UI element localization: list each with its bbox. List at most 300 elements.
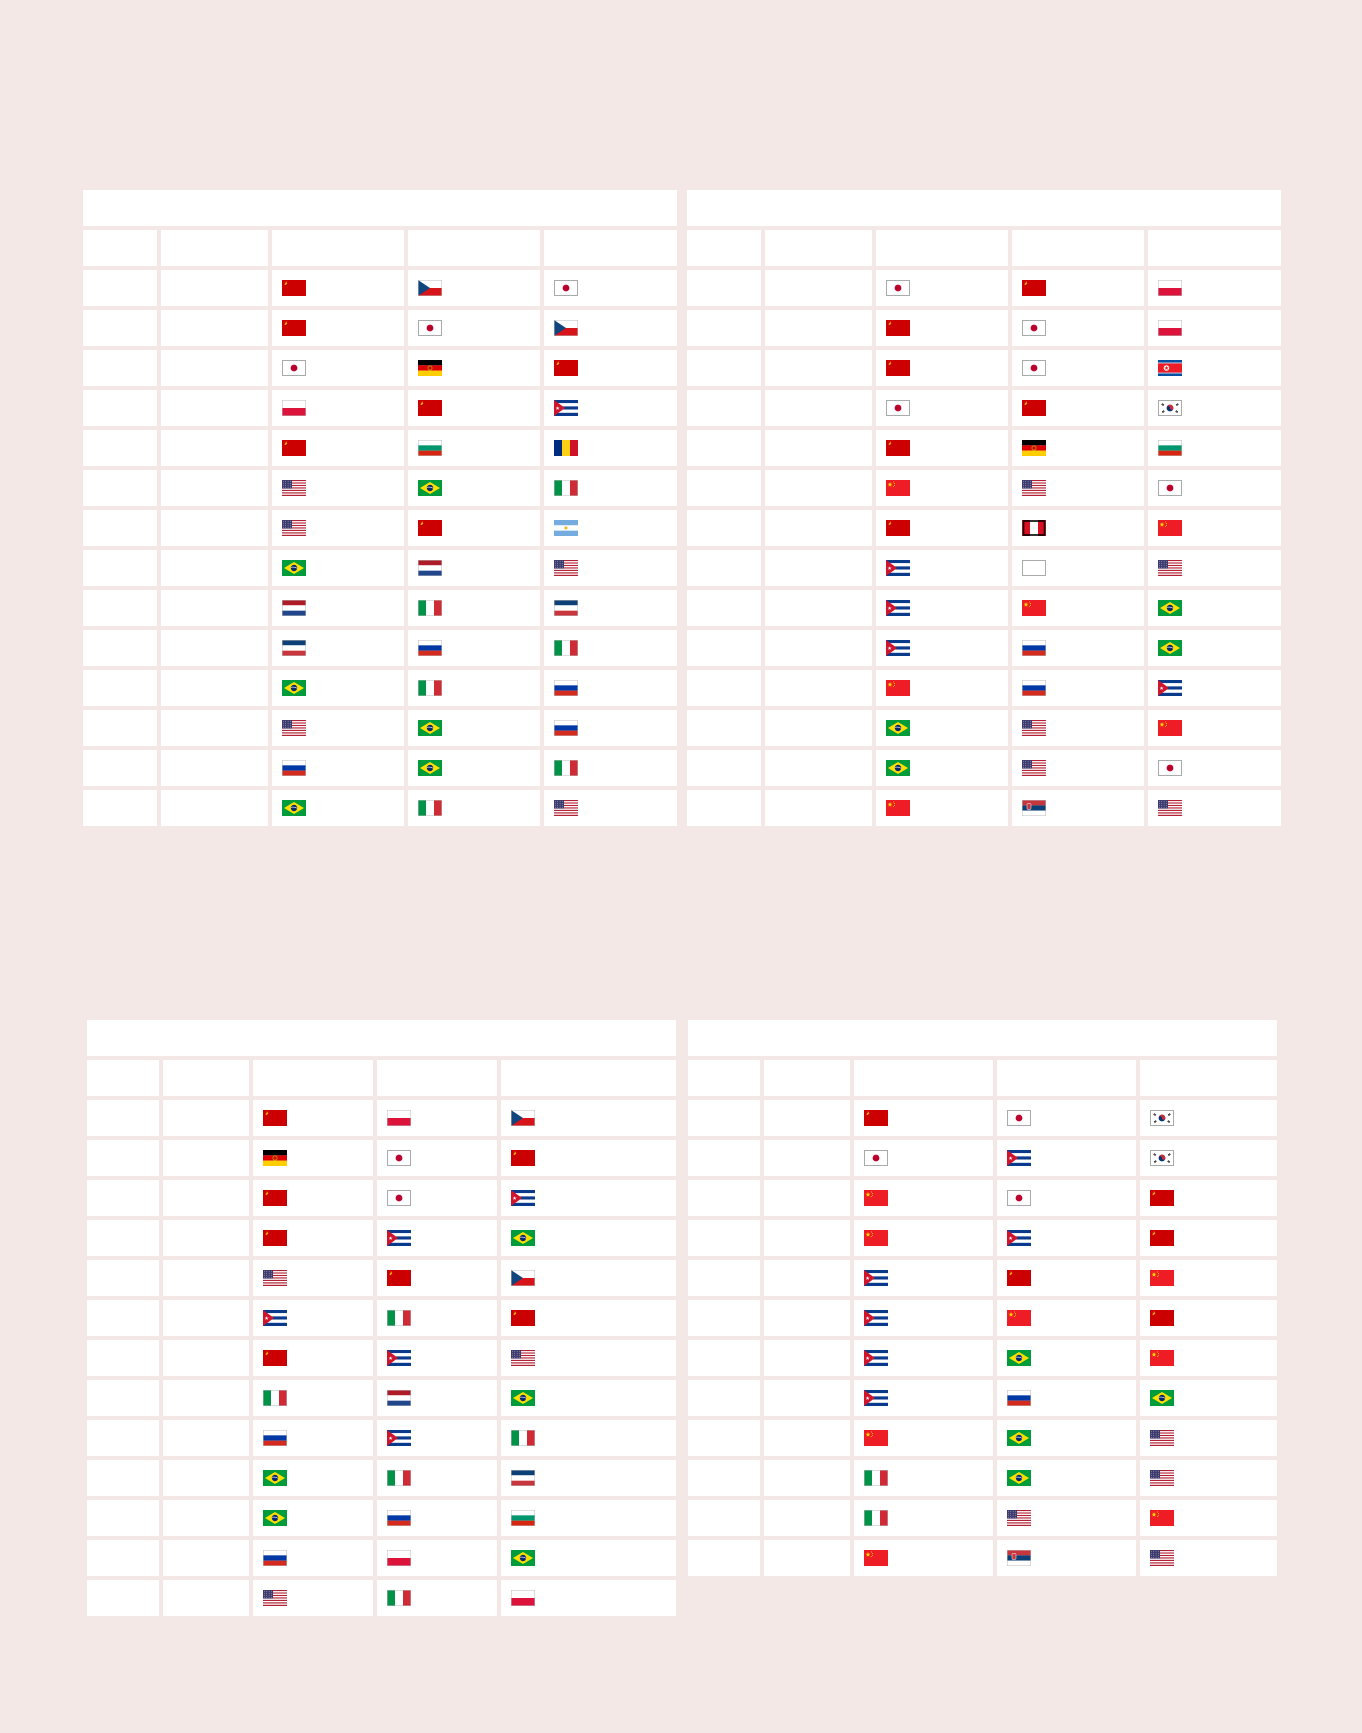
table-cell (83, 310, 157, 346)
brazil-flag-icon (886, 760, 910, 776)
blank-flag-icon (1022, 560, 1046, 576)
gold-cell (253, 1260, 373, 1296)
silver-cell (408, 470, 540, 506)
soviet-union-flag-icon (263, 1190, 287, 1206)
silver-cell (1012, 270, 1144, 306)
bronze-cell (1148, 710, 1281, 746)
table-row (688, 1500, 1277, 1536)
table-cell (87, 1340, 159, 1376)
bronze-cell (544, 270, 677, 306)
bulgaria-flag-icon (418, 440, 442, 456)
silver-cell (408, 430, 540, 466)
silver-cell (997, 1220, 1136, 1256)
header-cell (1012, 230, 1144, 266)
header-cell (688, 1060, 760, 1096)
table-row (687, 310, 1281, 346)
italy-flag-icon (554, 480, 578, 496)
table-cell (163, 1500, 249, 1536)
table-row (83, 790, 677, 826)
table-body (687, 190, 1281, 826)
poland-flag-icon (387, 1110, 411, 1126)
table-title-row (87, 1020, 676, 1056)
gold-cell (253, 1220, 373, 1256)
soviet-union-flag-icon (263, 1110, 287, 1126)
table-cell (764, 1340, 850, 1376)
usa-flag-icon (263, 1270, 287, 1286)
table-cell (688, 1380, 760, 1416)
gold-cell (876, 550, 1008, 586)
cuba-flag-icon (864, 1270, 888, 1286)
table-cell (688, 1140, 760, 1176)
russia-flag-icon (554, 680, 578, 696)
header-cell (764, 1060, 850, 1096)
bronze-cell (544, 470, 677, 506)
silver-cell (997, 1300, 1136, 1336)
east-germany-flag-icon (1022, 440, 1046, 456)
russia-flag-icon (1022, 680, 1046, 696)
table-row (687, 670, 1281, 706)
poland-flag-icon (387, 1550, 411, 1566)
bronze-cell (544, 670, 677, 706)
table-header-row (83, 230, 677, 266)
gold-cell (272, 710, 404, 746)
table-cell (161, 470, 268, 506)
table-row (687, 710, 1281, 746)
table-cell (687, 750, 761, 786)
table-cell (83, 630, 157, 666)
japan-flag-icon (1022, 320, 1046, 336)
usa-flag-icon (1150, 1430, 1174, 1446)
table-row (87, 1420, 676, 1456)
gold-cell (253, 1500, 373, 1536)
silver-cell (408, 510, 540, 546)
table-cell (161, 550, 268, 586)
gold-cell (854, 1260, 993, 1296)
brazil-flag-icon (1150, 1390, 1174, 1406)
table-cell (83, 470, 157, 506)
china-flag-icon (1158, 720, 1182, 736)
table-cell (87, 1540, 159, 1576)
table-cell (163, 1100, 249, 1136)
gold-cell (272, 350, 404, 386)
japan-flag-icon (1158, 760, 1182, 776)
table-cell (687, 350, 761, 386)
cuba-flag-icon (886, 640, 910, 656)
header-cell (876, 230, 1008, 266)
table-body (87, 1020, 676, 1616)
china-flag-icon (1007, 1310, 1031, 1326)
header-cell (687, 230, 761, 266)
table-cell (687, 550, 761, 586)
silver-cell (408, 350, 540, 386)
table-cell (764, 1540, 850, 1576)
bronze-cell (1148, 310, 1281, 346)
table-cell (687, 390, 761, 426)
gold-cell (272, 430, 404, 466)
table-cell (765, 670, 872, 706)
table-cell (687, 790, 761, 826)
table-cell (87, 1100, 159, 1136)
table-row (687, 590, 1281, 626)
table-cell (687, 670, 761, 706)
table-cell (764, 1140, 850, 1176)
table-cell (161, 390, 268, 426)
cuba-flag-icon (387, 1350, 411, 1366)
italy-flag-icon (263, 1390, 287, 1406)
silver-cell (1012, 750, 1144, 786)
table-row (687, 470, 1281, 506)
silver-cell (377, 1420, 497, 1456)
silver-cell (377, 1340, 497, 1376)
bronze-cell (1148, 390, 1281, 426)
table-title (687, 190, 1281, 226)
japan-flag-icon (1007, 1190, 1031, 1206)
table-row (688, 1260, 1277, 1296)
japan-flag-icon (1158, 480, 1182, 496)
silver-cell (997, 1260, 1136, 1296)
table-cell (765, 310, 872, 346)
bronze-cell (1140, 1340, 1277, 1376)
silver-cell (408, 590, 540, 626)
japan-flag-icon (886, 400, 910, 416)
poland-flag-icon (1158, 280, 1182, 296)
bronze-cell (1148, 750, 1281, 786)
table-cell (161, 430, 268, 466)
silver-cell (377, 1180, 497, 1216)
bronze-cell (544, 350, 677, 386)
bronze-cell (501, 1420, 676, 1456)
gold-cell (876, 750, 1008, 786)
gold-cell (854, 1380, 993, 1416)
table-row (87, 1220, 676, 1256)
cuba-flag-icon (886, 600, 910, 616)
poland-flag-icon (282, 400, 306, 416)
header-cell (501, 1060, 676, 1096)
usa-flag-icon (282, 720, 306, 736)
bronze-cell (1148, 670, 1281, 706)
netherlands-flag-icon (418, 560, 442, 576)
gold-cell (854, 1420, 993, 1456)
silver-cell (997, 1420, 1136, 1456)
table-row (87, 1580, 676, 1616)
table-cell (161, 710, 268, 746)
serbia-flag-icon (1022, 800, 1046, 816)
table-cell (764, 1100, 850, 1136)
table-row (87, 1460, 676, 1496)
table-cell (87, 1220, 159, 1256)
table-title-row (83, 190, 677, 226)
usa-flag-icon (1158, 800, 1182, 816)
bronze-cell (1148, 430, 1281, 466)
soviet-union-flag-icon (418, 400, 442, 416)
silver-cell (1012, 630, 1144, 666)
table-row (687, 510, 1281, 546)
china-flag-icon (1158, 520, 1182, 536)
brazil-flag-icon (418, 480, 442, 496)
table-cell (87, 1580, 159, 1616)
table-cell (765, 510, 872, 546)
table-cell (163, 1220, 249, 1256)
gold-cell (854, 1300, 993, 1336)
table-title (688, 1020, 1277, 1056)
table-cell (83, 510, 157, 546)
bronze-cell (1148, 550, 1281, 586)
soviet-union-flag-icon (1150, 1230, 1174, 1246)
gold-cell (876, 310, 1008, 346)
czechoslovakia-flag-icon (511, 1270, 535, 1286)
gold-cell (854, 1460, 993, 1496)
bronze-cell (544, 630, 677, 666)
table-title (83, 190, 677, 226)
cuba-flag-icon (886, 560, 910, 576)
serbia-flag-icon (1007, 1550, 1031, 1566)
bronze-cell (501, 1220, 676, 1256)
soviet-union-flag-icon (282, 280, 306, 296)
table-cell (688, 1260, 760, 1296)
table-row (83, 270, 677, 306)
header-cell (765, 230, 872, 266)
table-cell (687, 590, 761, 626)
bulgaria-flag-icon (1158, 440, 1182, 456)
netherlands-flag-icon (387, 1390, 411, 1406)
table-row (87, 1300, 676, 1336)
silver-cell (377, 1500, 497, 1536)
table-cell (83, 390, 157, 426)
table-cell (163, 1300, 249, 1336)
table-row (83, 550, 677, 586)
gold-cell (854, 1180, 993, 1216)
bronze-cell (1140, 1300, 1277, 1336)
table-cell (163, 1420, 249, 1456)
bronze-cell (1140, 1180, 1277, 1216)
table-row (687, 790, 1281, 826)
header-cell (854, 1060, 993, 1096)
table-cell (765, 270, 872, 306)
usa-flag-icon (263, 1590, 287, 1606)
usa-flag-icon (282, 480, 306, 496)
silver-cell (997, 1180, 1136, 1216)
table-row (87, 1100, 676, 1136)
japan-flag-icon (864, 1150, 888, 1166)
russia-flag-icon (263, 1430, 287, 1446)
table-row (687, 390, 1281, 426)
table-row (688, 1100, 1277, 1136)
results-table-top-left (79, 186, 681, 830)
table-cell (764, 1180, 850, 1216)
table-cell (87, 1300, 159, 1336)
silver-cell (408, 670, 540, 706)
gold-cell (854, 1220, 993, 1256)
bronze-cell (501, 1540, 676, 1576)
silver-cell (1012, 430, 1144, 466)
table-cell (764, 1260, 850, 1296)
italy-flag-icon (418, 680, 442, 696)
header-cell (163, 1060, 249, 1096)
silver-cell (408, 550, 540, 586)
silver-cell (377, 1460, 497, 1496)
table-cell (87, 1420, 159, 1456)
brazil-flag-icon (282, 680, 306, 696)
soviet-union-flag-icon (1150, 1310, 1174, 1326)
table-cell (688, 1460, 760, 1496)
bronze-cell (501, 1180, 676, 1216)
table-cell (687, 270, 761, 306)
table-cell (163, 1260, 249, 1296)
russia-flag-icon (1007, 1390, 1031, 1406)
table-cell (765, 750, 872, 786)
table-body (83, 190, 677, 826)
china-flag-icon (886, 680, 910, 696)
japan-flag-icon (554, 280, 578, 296)
gold-cell (876, 270, 1008, 306)
china-flag-icon (1150, 1510, 1174, 1526)
gold-cell (253, 1180, 373, 1216)
italy-flag-icon (864, 1470, 888, 1486)
czechoslovakia-flag-icon (511, 1110, 535, 1126)
gold-cell (876, 470, 1008, 506)
header-cell (87, 1060, 159, 1096)
table-cell (765, 790, 872, 826)
table-cell (688, 1100, 760, 1136)
soviet-union-flag-icon (1007, 1270, 1031, 1286)
gold-cell (876, 590, 1008, 626)
table-title-row (687, 190, 1281, 226)
silver-cell (408, 310, 540, 346)
table-cell (163, 1140, 249, 1176)
china-flag-icon (886, 480, 910, 496)
silver-cell (1012, 510, 1144, 546)
table-title (87, 1020, 676, 1056)
russia-flag-icon (263, 1550, 287, 1566)
gold-cell (272, 750, 404, 786)
cuba-flag-icon (511, 1190, 535, 1206)
table-cell (87, 1260, 159, 1296)
brazil-flag-icon (511, 1390, 535, 1406)
italy-flag-icon (418, 800, 442, 816)
gold-cell (272, 790, 404, 826)
soviet-union-flag-icon (282, 320, 306, 336)
gold-cell (272, 470, 404, 506)
usa-flag-icon (1007, 1510, 1031, 1526)
usa-flag-icon (1150, 1550, 1174, 1566)
poland-flag-icon (1158, 320, 1182, 336)
table-row (687, 630, 1281, 666)
table-row (87, 1540, 676, 1576)
table-cell (765, 550, 872, 586)
brazil-flag-icon (1158, 640, 1182, 656)
cuba-flag-icon (1007, 1230, 1031, 1246)
table-row (83, 470, 677, 506)
table-cell (83, 550, 157, 586)
table-cell (765, 630, 872, 666)
table-row (83, 630, 677, 666)
peru-flag-icon (1022, 520, 1046, 536)
header-cell (1148, 230, 1281, 266)
table-cell (765, 710, 872, 746)
cuba-flag-icon (864, 1310, 888, 1326)
netherlands-flag-icon (282, 600, 306, 616)
header-cell (408, 230, 540, 266)
brazil-flag-icon (1007, 1350, 1031, 1366)
table-cell (765, 430, 872, 466)
soviet-union-flag-icon (282, 440, 306, 456)
gold-cell (272, 590, 404, 626)
gold-cell (253, 1460, 373, 1496)
soviet-union-flag-icon (511, 1150, 535, 1166)
table-cell (83, 270, 157, 306)
brazil-flag-icon (263, 1510, 287, 1526)
brazil-flag-icon (511, 1550, 535, 1566)
table-row (83, 590, 677, 626)
silver-cell (377, 1260, 497, 1296)
romania-flag-icon (554, 440, 578, 456)
bronze-cell (1140, 1260, 1277, 1296)
table-row (87, 1340, 676, 1376)
silver-cell (408, 390, 540, 426)
usa-flag-icon (554, 800, 578, 816)
table-row (83, 510, 677, 546)
gold-cell (272, 550, 404, 586)
silver-cell (377, 1220, 497, 1256)
table-cell (83, 430, 157, 466)
table-body (688, 1020, 1277, 1576)
usa-flag-icon (1150, 1470, 1174, 1486)
silver-cell (408, 750, 540, 786)
cuba-flag-icon (864, 1350, 888, 1366)
soviet-union-flag-icon (263, 1230, 287, 1246)
bronze-cell (1148, 790, 1281, 826)
silver-cell (997, 1140, 1136, 1176)
table-cell (161, 750, 268, 786)
soviet-union-flag-icon (418, 520, 442, 536)
north-korea-flag-icon (1158, 360, 1182, 376)
table-cell (83, 350, 157, 386)
gold-cell (876, 710, 1008, 746)
silver-cell (997, 1100, 1136, 1136)
table-cell (764, 1220, 850, 1256)
silver-cell (377, 1540, 497, 1576)
gold-cell (272, 510, 404, 546)
table-row (83, 390, 677, 426)
silver-cell (1012, 390, 1144, 426)
table-row (688, 1180, 1277, 1216)
italy-flag-icon (418, 600, 442, 616)
table-cell (764, 1420, 850, 1456)
soviet-union-flag-icon (1150, 1190, 1174, 1206)
table-row (83, 310, 677, 346)
table-cell (83, 790, 157, 826)
table-row (688, 1300, 1277, 1336)
header-cell (1140, 1060, 1277, 1096)
table-cell (687, 510, 761, 546)
bronze-cell (501, 1380, 676, 1416)
bronze-cell (544, 590, 677, 626)
table-cell (83, 590, 157, 626)
table-cell (765, 470, 872, 506)
table-cell (163, 1180, 249, 1216)
table-cell (687, 630, 761, 666)
gold-cell (876, 350, 1008, 386)
gold-cell (854, 1140, 993, 1176)
table-row (87, 1380, 676, 1416)
brazil-flag-icon (282, 560, 306, 576)
brazil-flag-icon (886, 720, 910, 736)
table-header-row (688, 1060, 1277, 1096)
silver-cell (997, 1380, 1136, 1416)
silver-cell (408, 710, 540, 746)
silver-cell (1012, 350, 1144, 386)
cuba-flag-icon (387, 1430, 411, 1446)
